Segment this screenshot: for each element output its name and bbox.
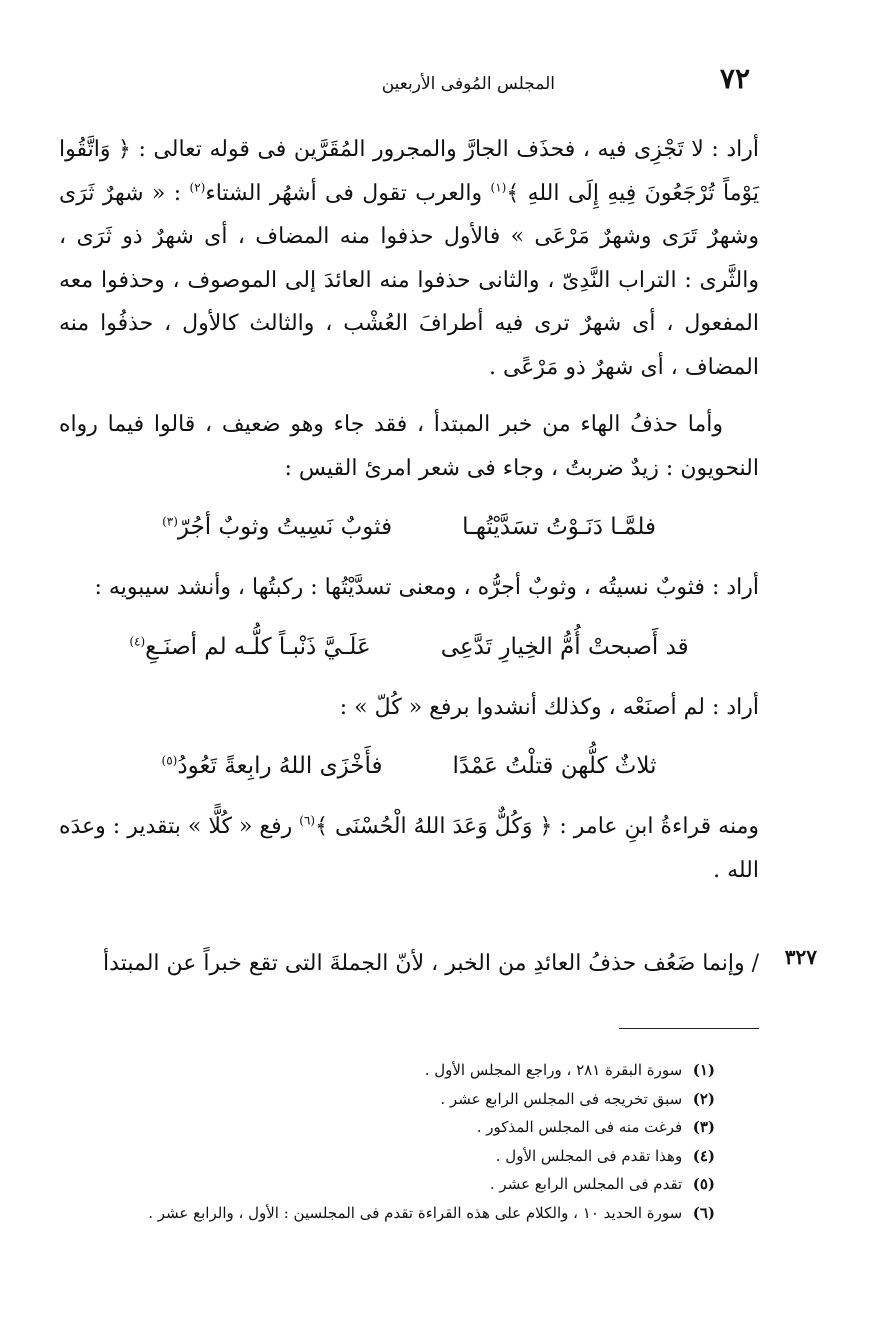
footnote-number: (٥) xyxy=(692,1175,715,1193)
footnote-text: سورة البقرة ٢٨١ ، وراجع المجلس الأول . xyxy=(424,1061,683,1079)
footnote-text: فرغت منه فى المجلس المذكور . xyxy=(476,1118,683,1136)
paragraph-text: رفع « كُلًّا » بتقدير : وعدَه الله . xyxy=(58,814,759,883)
footnote-ref: (٦) xyxy=(299,813,316,828)
footnote-number: (٦) xyxy=(692,1203,715,1222)
footnote-divider xyxy=(619,1028,759,1029)
paragraph-5 xyxy=(59,805,759,892)
verse-first-hemistich: فلمَّـا دَنَـوْتُ تسَدَّيْتُهـا xyxy=(462,514,656,540)
paragraph-1 xyxy=(59,128,759,389)
footnote-item xyxy=(65,1113,715,1142)
paragraph-3 xyxy=(59,566,759,610)
paragraph-text: ومنه قراءةُ ابنِ عامر : ﴿ وَكُلٌّ وَعَدَ اللهُ الْحُسْنَى ﴾ xyxy=(315,814,759,839)
footnote-number: (١) xyxy=(692,1061,715,1079)
footnote-ref: (١) xyxy=(490,180,507,195)
paragraph-text: أراد : فثوبٌ نسيتُه ، وثوبٌ أجرُّه ، ومعنى تسدَّيْتُها : ركبتُها ، وأنشد سيبويه : xyxy=(94,575,759,600)
paragraph-4 xyxy=(59,686,759,730)
footnote-text: سبق تخريجه فى المجلس الرابع عشر . xyxy=(440,1089,683,1108)
running-title: المجلس المُوفى الأربعين xyxy=(381,74,555,94)
paragraph-text: وأما حذفُ الهاء من خبر المبتدأ ، فقد جاء وهو ضعيف ، قالوا فيما رواه النحويون : زيدٌ ضربتُ ، وجاء فى شعر امرىٔ القيس : xyxy=(59,412,759,481)
footnote-number: (٢) xyxy=(692,1089,715,1108)
footnote-ref: (٣) xyxy=(162,514,178,529)
footnote-text: وهذا تقدم فى المجلس الأول . xyxy=(495,1146,683,1165)
paragraph-text: أراد : لا تَجْزِى فيه ، فحذَف الجارَّ والمجرور المُقَرَّين فى قوله تعالى : ﴿ وَاتَّقُوا يَوْماً تُرْجَعُونَ فِيهِ إِلَى اللهِ ﴾ xyxy=(59,137,760,206)
body-text xyxy=(59,128,759,906)
paragraph-text: : « شهرٌ ثَرَى وشهرٌ تَرَى وشهرٌ مَرْعَى » فالأول حذفوا منه المضاف ، أى شهرٌ ذو ثَرَى ، والثَّرى : التراب النَّدِىّ ، والثانى حذفوا منه العائدَ إلى الموصوف ، وحذفوا معه المفعول ، أى شهرٌ ترى فيه أطرافَ العُشْب ، والثالث كالأول ، حذفُوا منه المضاف ، أى شهرٌ ذو مَرْعًى . xyxy=(59,180,759,380)
footnote-ref: (٤) xyxy=(129,633,146,648)
verse-second-hemistich xyxy=(162,504,392,550)
verse-text: فثوبٌ نَسِيتُ وثوبٌ أجُرّ xyxy=(177,514,393,540)
paragraph-text: والعرب تقول فى أشهُر الشتاء xyxy=(205,180,491,206)
paragraph-text: أراد : لم أصنَعْه ، وكذلك أنشدوا برفع « كُلّ » : xyxy=(339,694,759,720)
verse-text: عَلَـيَّ ذَنْبـاً كلُّـه لم أصنَـعِ xyxy=(145,633,371,660)
page-header xyxy=(40,62,845,102)
paragraph-6: / وإنما ضَعُف حذفُ العائدِ من الخبر ، لأنّ الجملةَ التى تقع خبراً عن المبتدأ xyxy=(103,951,759,976)
margin-page-number: ٣٢٧ xyxy=(784,945,817,969)
verse-second-hemistich xyxy=(162,743,383,789)
footnote-number: (٣) xyxy=(692,1118,715,1136)
footnote-item xyxy=(65,1056,715,1085)
footnote-item xyxy=(65,1085,715,1114)
footnote-ref: (٢) xyxy=(189,180,206,195)
verse-text: فأَخْزَى اللهُ رابِعةً تَعُودُ xyxy=(177,753,383,779)
footnote-text: تقدم فى المجلس الرابع عشر . xyxy=(489,1175,683,1193)
paragraph-2 xyxy=(59,403,759,490)
footnote-text: سورة الحديد ١٠ ، والكلام على هذه القراءة تقدم فى المجلسين : الأول ، والرابع عشر . xyxy=(148,1203,683,1222)
footnote-ref: (٥) xyxy=(161,753,178,768)
footnote-item xyxy=(65,1142,715,1171)
verse-3 xyxy=(59,743,759,789)
verse-second-hemistich xyxy=(129,624,370,670)
verse-first-hemistich: ثلاثٌ كلُّهن قتلْتُ عَمْدًا xyxy=(452,753,657,779)
verse-first-hemistich: قد أَصبحتْ أُمُّ الخِيارِ تَدَّعِى xyxy=(440,633,689,660)
verse-1 xyxy=(59,504,759,550)
footnotes xyxy=(65,1056,715,1227)
verse-2 xyxy=(59,624,759,670)
footnote-item xyxy=(65,1199,715,1228)
footnote-item xyxy=(65,1170,715,1199)
footnote-number: (٤) xyxy=(692,1146,715,1165)
page-number: ٧٢ xyxy=(719,62,750,95)
